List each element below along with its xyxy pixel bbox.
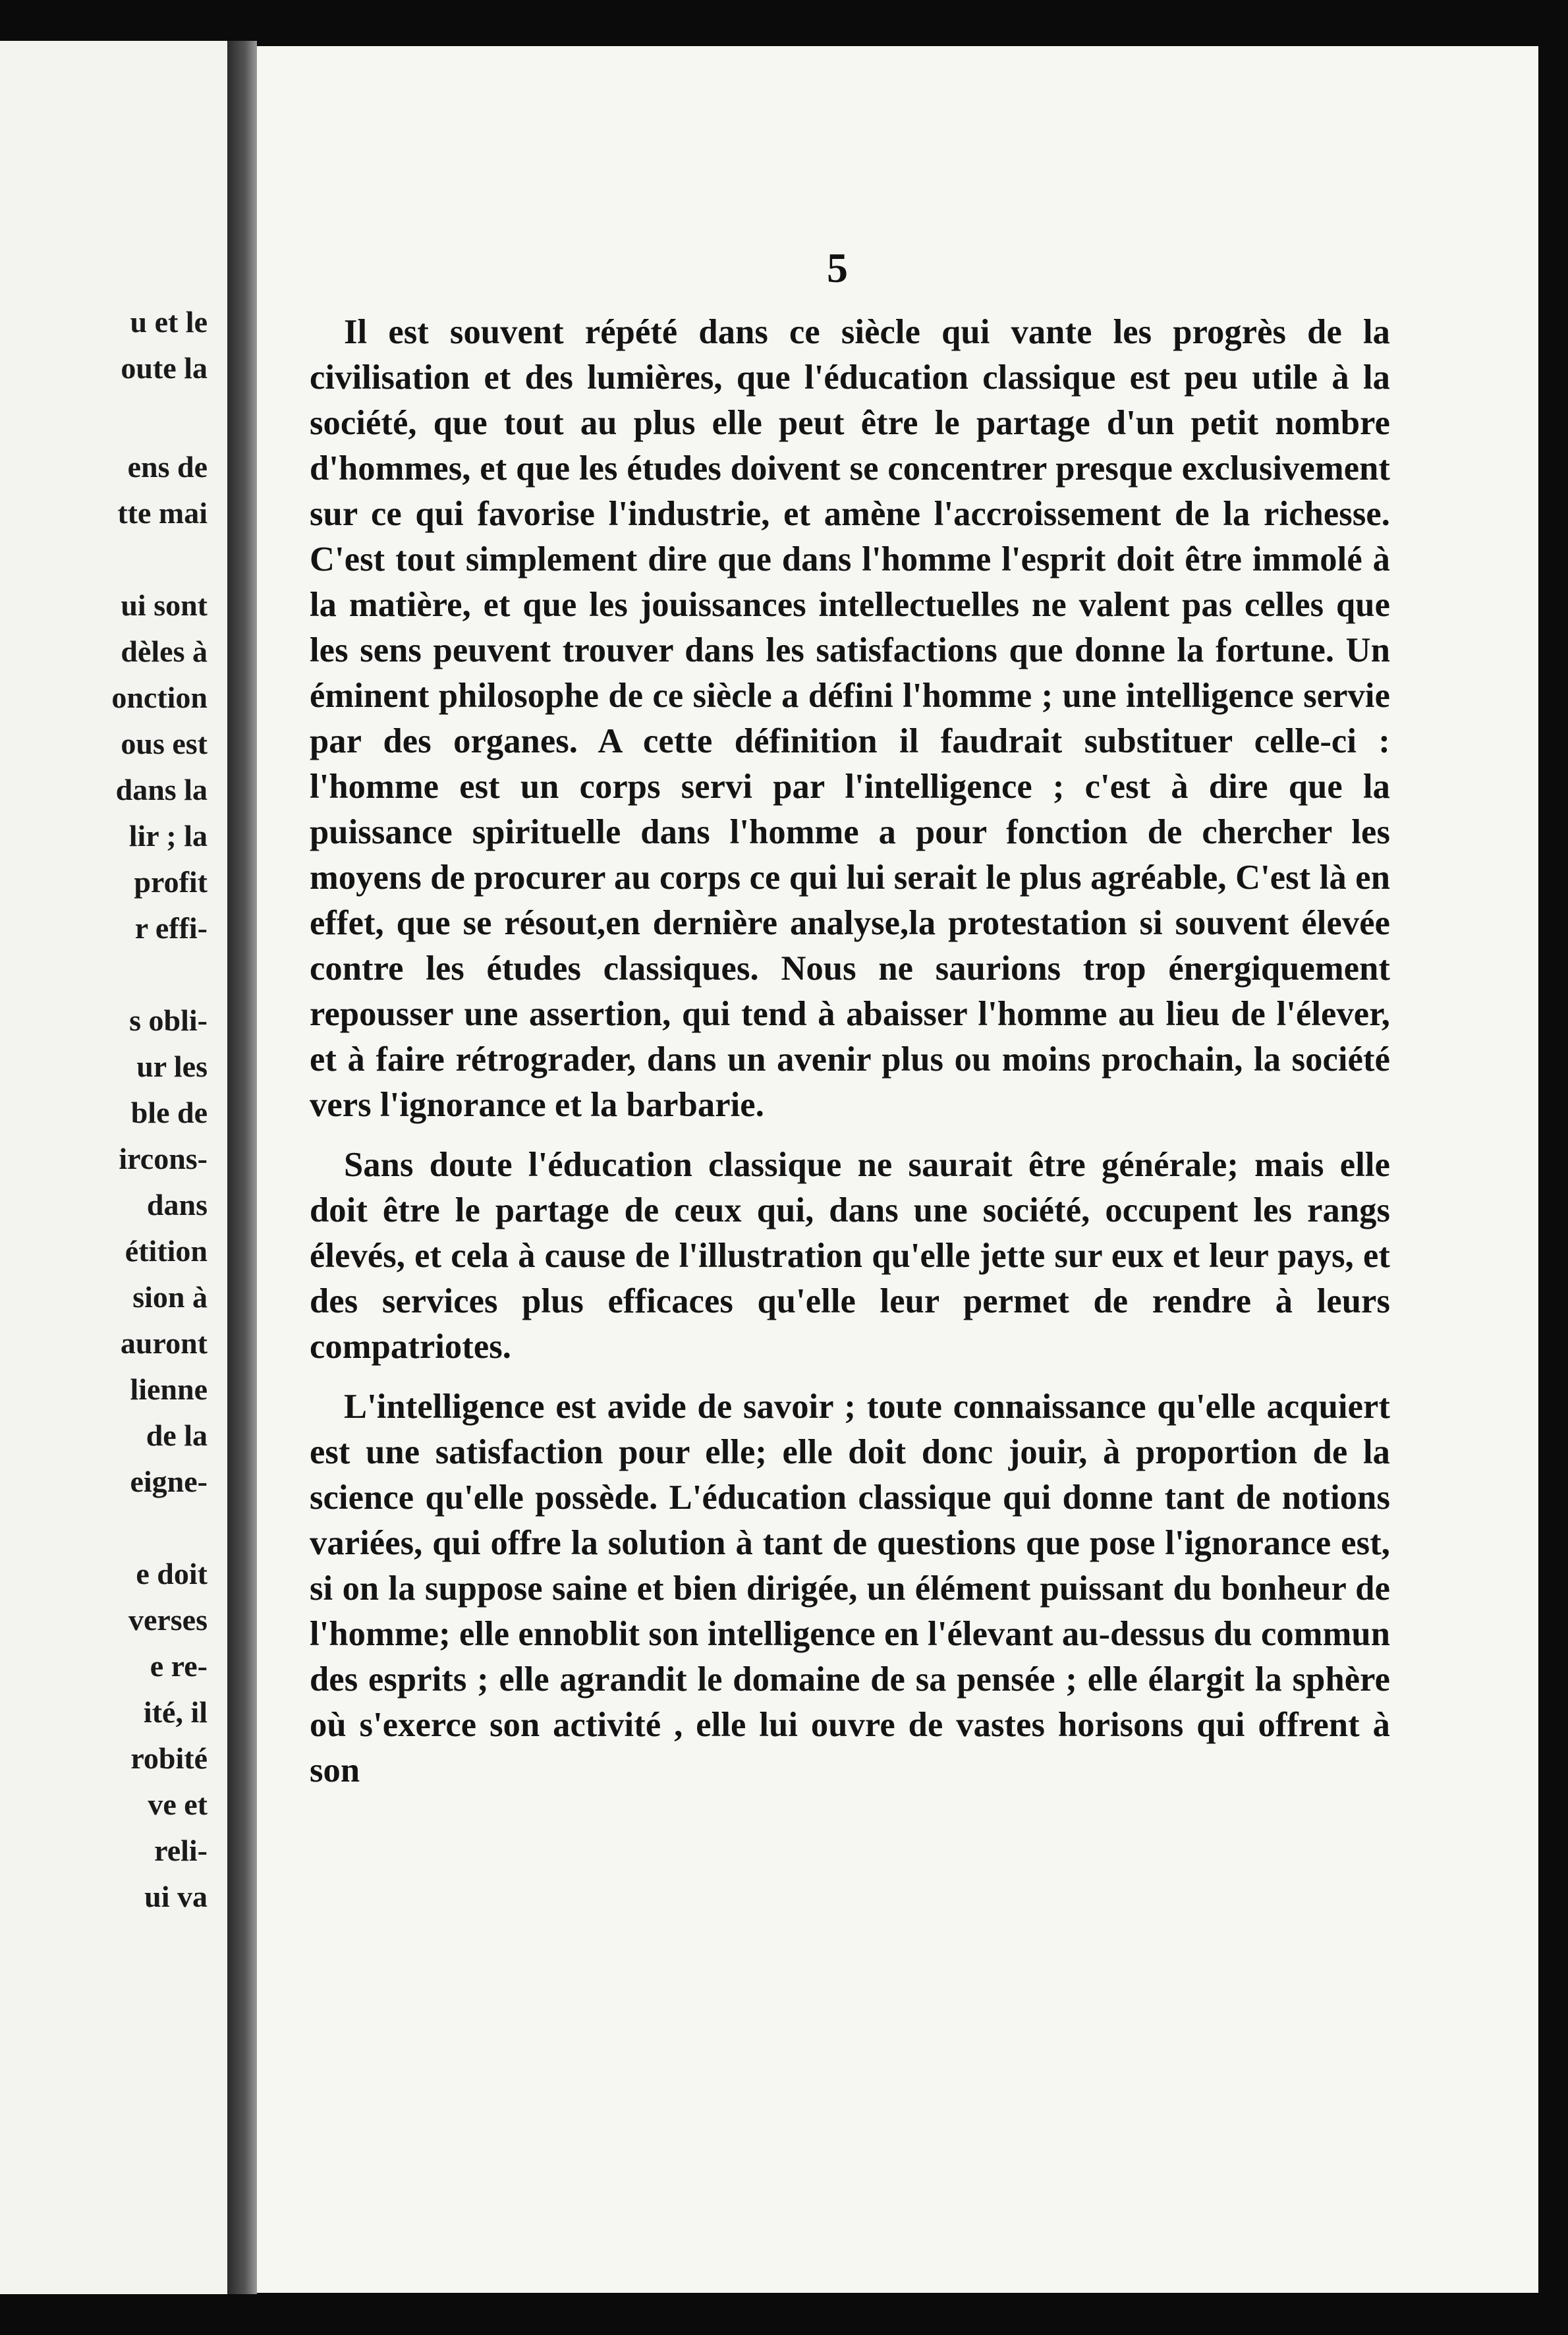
scan-border [1538, 41, 1568, 2294]
left-page-line: étition [125, 1234, 208, 1268]
left-page-line: oute la [121, 351, 208, 385]
left-page-line: ous est [121, 727, 208, 760]
left-page-line: robité [130, 1741, 208, 1775]
left-page-line: reli- [154, 1834, 208, 1867]
left-page-line: u et le [130, 305, 208, 339]
left-page-line: ur les [136, 1050, 208, 1083]
left-page-line: dans la [115, 773, 208, 806]
left-page-line: dèles à [121, 634, 208, 668]
left-page-line: eigne- [130, 1465, 208, 1498]
left-page-line: tte mai [117, 496, 208, 530]
left-page-line: verses [128, 1603, 208, 1637]
left-page-line: lienne [130, 1372, 208, 1406]
main-page [257, 46, 1538, 2293]
paragraph: Sans doute l'éducation classique ne saurait être générale; mais elle doit être le partage de ceux qui, dans une société, occupent les rangs élevés, et cela à cause de l'illustration qu'elle jette sur eux et leur pays, et des services plus efficaces qu'elle leur permet de rendre à leurs compatriotes. [310, 1146, 1390, 1366]
left-page-line: de la [146, 1419, 208, 1452]
left-page-line: ircons- [119, 1142, 208, 1175]
left-page-line: ens de [127, 450, 208, 484]
left-page-line: r effi- [134, 911, 208, 945]
left-page-line: sion à [132, 1280, 208, 1314]
left-page-line: onction [111, 681, 208, 714]
page-body-text [310, 310, 1390, 1808]
page-number: 5 [827, 244, 848, 291]
paragraph: L'intelligence est avide de savoir ; toute connaissance qu'elle acquiert est une satisfaction pour elle; elle doit donc jouir, à proportion de la science qu'elle possède. L'éducation classique qui donne tant de notions variées, qui offre la solution à tant de questions que pose l'ignorance est, si on la suppose saine et bien dirigée, un élément puissant du bonheur de l'homme; elle ennoblit son intelligence en l'élevant au-dessus du commun des esprits ; elle agrandit le domaine de sa pensée ; elle élargit la sphère où s'exerce son activité , elle lui ouvre de vastes horisons qui offrent à son [310, 1388, 1390, 1789]
paragraph: Il est souvent répété dans ce siècle qui vante les progrès de la civilisation et des lumières, que l'éducation classique est peu utile à la société, que tout au plus elle peut être le partage d'un petit nombre d'hommes, et que les études doivent se concentrer presque exclusivement sur ce qui favorise l'industrie, et amène l'accroissement de la richesse. C'est tout simplement dire que dans l'homme l'esprit doit être immolé à la matière, et que les jouissances intellectuelles ne valent pas celles que les sens peuvent trouver dans les satisfactions que donne la fortune. Un éminent philosophe de ce siècle a défini l'homme ; une intelligence servie par des organes. A cette définition il faudrait substituer celle-ci : l'homme est un corps servi par l'intelligence ; c'est à dire que la puissance spirituelle dans l'homme a pour fonction de chercher les moyens de procurer au corps ce qui lui serait le plus agréable, C'est là en effet, que se résout,en dernière analyse,la protestation si souvent élevée contre les études classiques. Nous ne saurions trop énergiquement repousser une assertion, qui tend à abaisser l'homme au lieu de l'élever, et à faire rétrograder, dans un avenir plus ou moins prochain, la société vers l'ignorance et la barbarie. [310, 313, 1390, 1124]
left-page-line: ui va [144, 1880, 208, 1913]
left-page-line: s obli- [129, 1003, 208, 1037]
left-page-line: e re- [150, 1649, 208, 1683]
left-page-line: e doit [136, 1557, 208, 1590]
left-page-line: ui sont [121, 588, 208, 622]
left-page-line: ité, il [143, 1695, 208, 1729]
left-page-line: lir ; la [128, 819, 208, 853]
left-page-line: ve et [148, 1787, 208, 1821]
left-facing-page [0, 41, 227, 2294]
left-page-line: auront [120, 1326, 208, 1360]
left-page-line: dans [146, 1188, 208, 1222]
left-page-line: profit [134, 865, 208, 899]
left-page-line: ble de [130, 1096, 208, 1129]
book-gutter [227, 41, 257, 2294]
